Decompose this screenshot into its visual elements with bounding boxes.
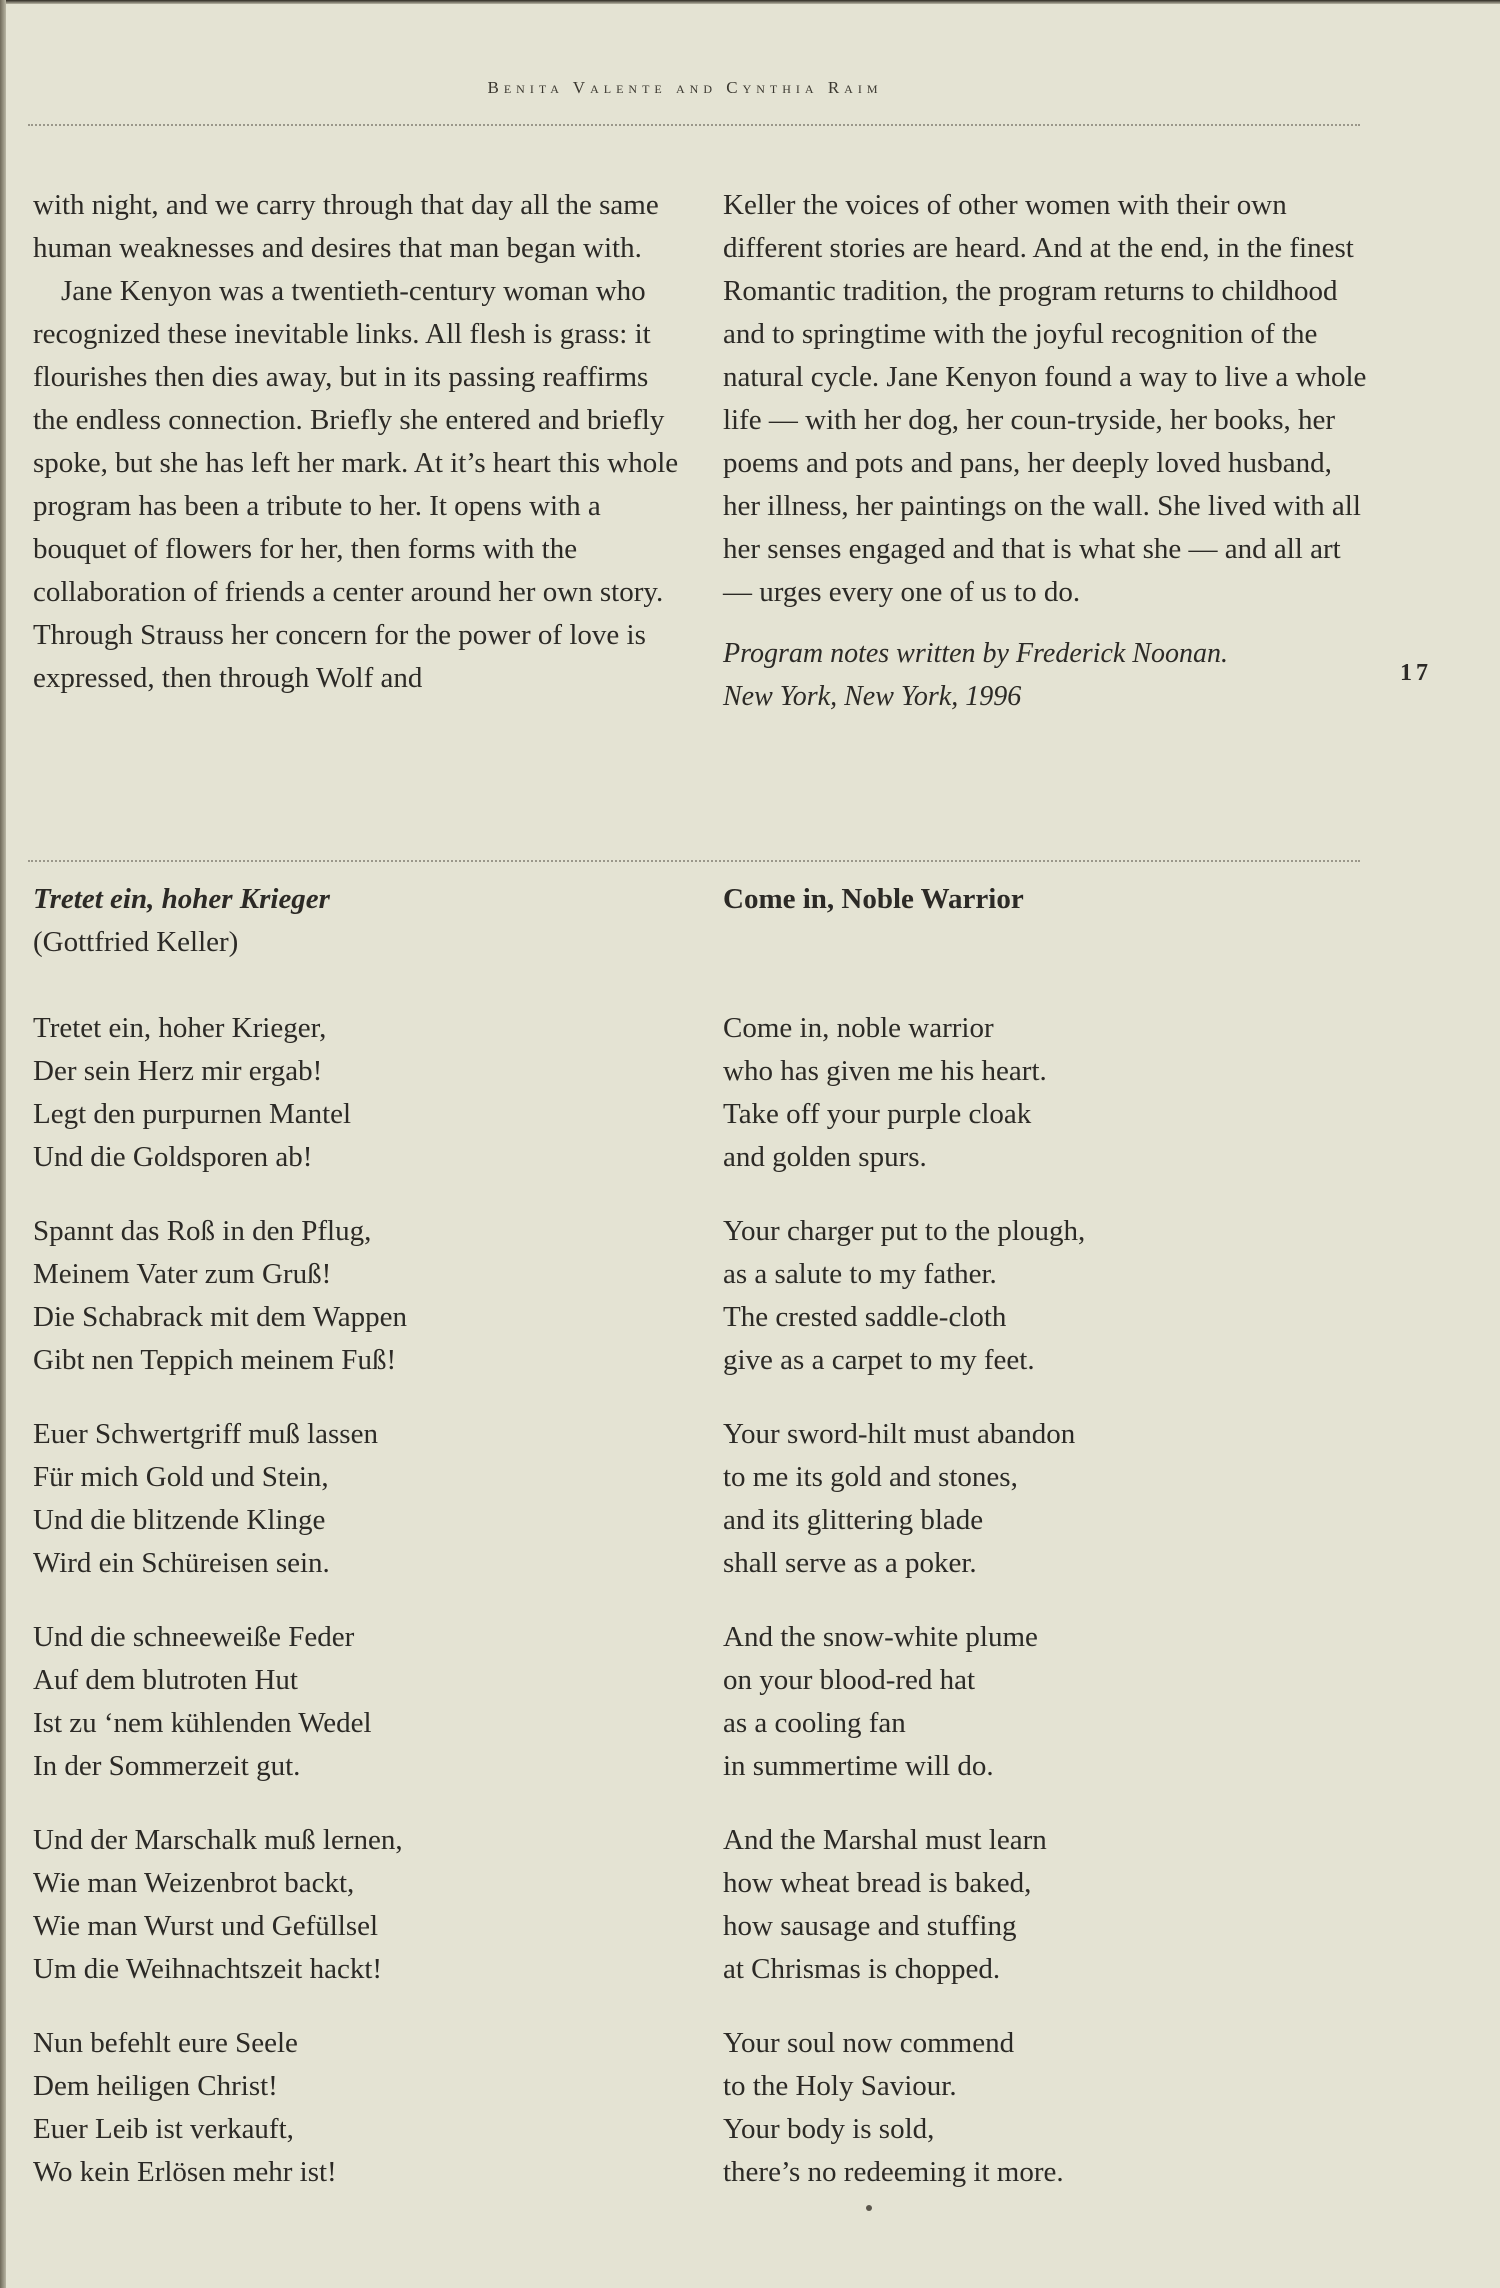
english-lyric-line: Your body is sold, — [723, 2113, 935, 2145]
german-lyric-line: Wie man Wurst und Gefüllsel — [33, 1910, 379, 1942]
middle-dotted-rule — [28, 860, 1360, 862]
german-lyric-line: Legt den purpurnen Mantel — [33, 1098, 352, 1130]
german-lyric-line: Für mich Gold und Stein, — [33, 1461, 329, 1493]
english-lyric-line: The crested saddle-cloth — [723, 1301, 1007, 1333]
english-lyric-line: on your blood-red hat — [723, 1664, 976, 1696]
program-notes-left-column — [33, 184, 683, 700]
ornament-dot — [866, 2205, 872, 2211]
credit-line: New York, New York, 1996 — [723, 681, 1022, 712]
german-stanza — [33, 1210, 683, 1382]
german-lyric-line: Auf dem blutroten Hut — [33, 1664, 298, 1696]
english-lyric-line: as a cooling fan — [723, 1707, 906, 1739]
english-stanza — [723, 1616, 1373, 1788]
english-lyric-line: and its glittering blade — [723, 1504, 984, 1536]
german-lyrics-column — [33, 878, 683, 2194]
page-number: 17 — [1400, 660, 1432, 686]
german-lyric-line: Und der Marschalk muß lernen, — [33, 1824, 403, 1856]
german-song-author: (Gottfried Keller) — [33, 926, 239, 958]
english-lyric-line: at Chrismas is chopped. — [723, 1953, 1001, 1985]
english-stanza — [723, 1819, 1373, 1991]
english-lyric-line: Take off your purple cloak — [723, 1098, 1032, 1130]
german-lyric-line: Wo kein Erlösen mehr ist! — [33, 2156, 337, 2188]
german-lyric-line: Euer Leib ist verkauft, — [33, 2113, 294, 2145]
english-lyric-line: there’s no redeeming it more. — [723, 2156, 1064, 2188]
english-lyric-line: to me its gold and stones, — [723, 1461, 1018, 1493]
german-lyric-line: Meinem Vater zum Gruß! — [33, 1258, 332, 1290]
english-lyric-line: And the snow-white plume — [723, 1621, 1038, 1653]
english-lyric-line: give as a carpet to my feet. — [723, 1344, 1035, 1376]
notes-paragraph: Keller the voices of other women with their own different stories are heard. And at the end, in the finest Romantic tradition, the program returns to childhood and to springtime with the joyful recognition of the natural cycle. Jane Kenyon found a way to live a whole life — with her dog, her coun-tryside, her books, her poems and pots and pans, her deeply loved husband, her illness, her paintings on the wall. She lived with all her senses engaged and that is what she — and all art — urges every one of us to do. — [723, 189, 1367, 608]
english-lyric-line: as a salute to my father. — [723, 1258, 997, 1290]
english-lyric-line: to the Holy Saviour. — [723, 2070, 957, 2102]
english-stanza — [723, 1413, 1373, 1585]
english-lyric-line: Come in, noble warrior — [723, 1012, 994, 1044]
english-title-block — [723, 878, 1373, 964]
english-stanza — [723, 2022, 1373, 2194]
program-notes-right-column — [723, 184, 1373, 718]
german-lyric-line: Ist zu ‘nem kühlenden Wedel — [33, 1707, 372, 1739]
german-song-title: Tretet ein, hoher Krieger — [33, 883, 330, 915]
english-song-title: Come in, Noble Warrior — [723, 883, 1024, 915]
english-lyric-line: how sausage and stuffing — [723, 1910, 1017, 1942]
german-stanzas — [33, 1007, 683, 2194]
german-stanza — [33, 1007, 683, 1179]
english-lyric-line: who has given me his heart. — [723, 1055, 1047, 1087]
german-lyric-line: Und die blitzende Klinge — [33, 1504, 326, 1536]
english-stanzas — [723, 1007, 1373, 2194]
german-lyric-line: Dem heiligen Christ! — [33, 2070, 278, 2102]
english-stanza — [723, 1210, 1373, 1382]
english-translation-column — [723, 878, 1373, 2194]
german-lyric-line: Wie man Weizenbrot backt, — [33, 1867, 355, 1899]
german-lyric-line: Und die Goldsporen ab! — [33, 1141, 313, 1173]
english-lyric-line: Your sword-hilt must abandon — [723, 1418, 1076, 1450]
german-lyric-line: Nun befehlt eure Seele — [33, 2027, 298, 2059]
english-lyric-line: Your charger put to the plough, — [723, 1215, 1086, 1247]
english-title-spacer — [723, 921, 1373, 964]
german-lyric-line: Tretet ein, hoher Krieger, — [33, 1012, 327, 1044]
notes-paragraph: with night, and we carry through that day all the same human weaknesses and desires that man began with. — [33, 189, 659, 264]
running-head: Benita Valente and Cynthia Raim — [487, 78, 883, 97]
page-left-edge — [0, 0, 6, 2288]
german-lyric-line: Die Schabrack mit dem Wappen — [33, 1301, 408, 1333]
page-top-edge — [0, 0, 1500, 4]
german-stanza — [33, 1413, 683, 1585]
german-lyric-line: Um die Weihnachtszeit hackt! — [33, 1953, 383, 1985]
german-stanza — [33, 1819, 683, 1991]
english-lyric-line: shall serve as a poker. — [723, 1547, 977, 1579]
german-lyric-line: Spannt das Roß in den Pflug, — [33, 1215, 372, 1247]
german-title-block — [33, 878, 683, 964]
program-notes-credit — [723, 632, 1373, 718]
english-lyric-line: Your soul now commend — [723, 2027, 1015, 2059]
german-lyric-line: In der Sommerzeit gut. — [33, 1750, 301, 1782]
german-lyric-line: Und die schneeweiße Feder — [33, 1621, 355, 1653]
notes-paragraph: Jane Kenyon was a twentieth-century woman who recognized these inevitable links. All flesh is grass: it flourishes then dies away, but in its passing reaffirms the endless connection. Briefly she entered and briefly spoke, but she has left her mark. At it’s heart this whole program has been a tribute to her. It opens with a bouquet of flowers for her, then forms with the collaboration of friends a center around her own story. Through Strauss her concern for the power of love is expressed, then through Wolf and — [33, 275, 679, 694]
german-stanza — [33, 1616, 683, 1788]
german-stanza — [33, 2022, 683, 2194]
english-lyric-line: in summertime will do. — [723, 1750, 994, 1782]
german-lyric-line: Der sein Herz mir ergab! — [33, 1055, 323, 1087]
top-dotted-rule — [28, 124, 1360, 126]
german-lyric-line: Euer Schwertgriff muß lassen — [33, 1418, 378, 1450]
german-lyric-line: Gibt nen Teppich meinem Fuß! — [33, 1344, 397, 1376]
german-lyric-line: Wird ein Schüreisen sein. — [33, 1547, 330, 1579]
english-lyric-line: how wheat bread is baked, — [723, 1867, 1032, 1899]
english-lyric-line: and golden spurs. — [723, 1141, 927, 1173]
credit-line: Program notes written by Frederick Noonan. — [723, 638, 1228, 669]
english-stanza — [723, 1007, 1373, 1179]
english-lyric-line: And the Marshal must learn — [723, 1824, 1047, 1856]
